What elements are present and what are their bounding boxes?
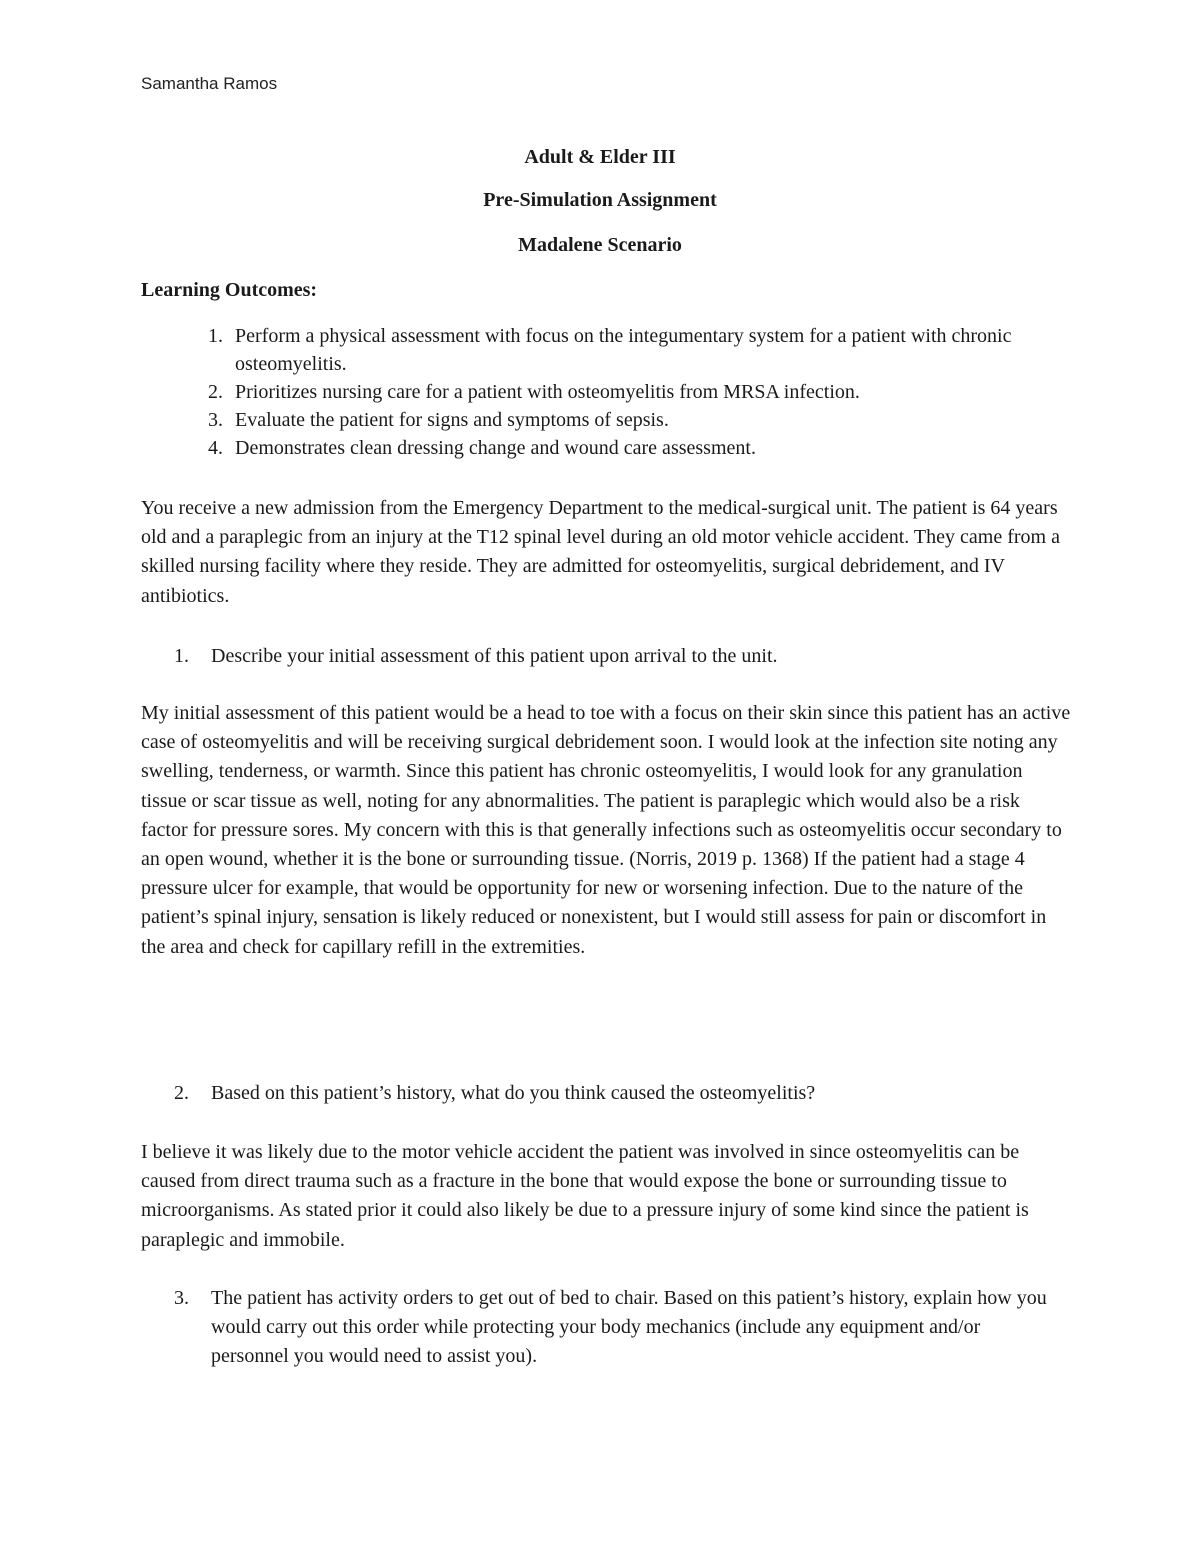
- list-item-text: Perform a physical assessment with focus on the integumentary system for a patient with chronic osteomyelitis.: [235, 325, 1012, 375]
- author-name: Samantha Ramos: [141, 74, 278, 93]
- list-item: [208, 434, 1058, 462]
- assignment-title: Pre-Simulation Assignment: [483, 189, 717, 211]
- answer-1-paragraph: My initial assessment of this patient would be a head to toe with a focus on their skin since this patient has an active case of osteomyelitis and will be receiving surgical debridement soon. I would look at the infection site noting any swelling, tenderness, or warmth. Since this patient has chronic osteomyelitis, I would look for any granulation tissue or scar tissue as well, noting for any abnormalities. The patient is paraplegic which would also be a risk factor for pressure sores. My concern with this is that generally infections such as osteomyelitis occur secondary to an open wound, whether it is the bone or surrounding tissue. (Norris, 2019 p. 1368) If the patient had a stage 4 pressure ulcer for example, that would be opportunity for new or worsening infection. Due to the nature of the patient’s spinal injury, sensation is likely reduced or nonexistent, but I would still assess for pain or discomfort in the area and check for capillary refill in the extremities.: [141, 702, 1071, 958]
- list-item-text: Prioritizes nursing care for a patient with osteomyelitis from MRSA infection.: [235, 381, 860, 403]
- scenario-title: Madalene Scenario: [518, 234, 682, 256]
- list-item: [208, 322, 1058, 378]
- question-2: [174, 1079, 1054, 1108]
- learning-outcomes-list: [208, 322, 1058, 462]
- list-item: [208, 406, 1058, 434]
- question-text: The patient has activity orders to get out of bed to chair. Based on this patient’s history, explain how you would carry out this order while protecting your body mechanics (include any equipment and/or personnel you would need to assist you).: [211, 1287, 1047, 1367]
- scenario-intro-paragraph: You receive a new admission from the Emergency Department to the medical-surgical unit. The patient is 64 years old and a paraplegic from an injury at the T12 spinal level during an old motor vehicle accident. They came from a skilled nursing facility where they reside. They are admitted for osteomyelitis, surgical debridement, and IV antibiotics.: [141, 497, 1060, 607]
- question-3: [174, 1284, 1054, 1371]
- list-item-number: 2.: [208, 381, 223, 403]
- list-item-text: Demonstrates clean dressing change and wound care assessment.: [235, 437, 756, 459]
- course-title: Adult & Elder III: [524, 146, 676, 168]
- question-number: 2.: [174, 1082, 189, 1104]
- list-item-number: 3.: [208, 409, 223, 431]
- list-item-number: 4.: [208, 437, 223, 459]
- question-1: [174, 642, 1054, 671]
- question-text: Based on this patient’s history, what do you think caused the osteomyelitis?: [211, 1082, 816, 1104]
- list-item-number: 1.: [208, 325, 223, 347]
- question-text: Describe your initial assessment of this patient upon arrival to the unit.: [211, 645, 778, 667]
- question-number: 1.: [174, 645, 189, 667]
- question-number: 3.: [174, 1287, 189, 1309]
- list-item: [208, 378, 1058, 406]
- list-item-text: Evaluate the patient for signs and symptoms of sepsis.: [235, 409, 669, 431]
- answer-2-paragraph: I believe it was likely due to the motor vehicle accident the patient was involved in since osteomyelitis can be caused from direct trauma such as a fracture in the bone that would expose the bone or surrounding tissue to microorganisms. As stated prior it could also likely be due to a pressure injury of some kind since the patient is paraplegic and immobile.: [141, 1141, 1029, 1251]
- learning-outcomes-heading: Learning Outcomes:: [141, 279, 318, 301]
